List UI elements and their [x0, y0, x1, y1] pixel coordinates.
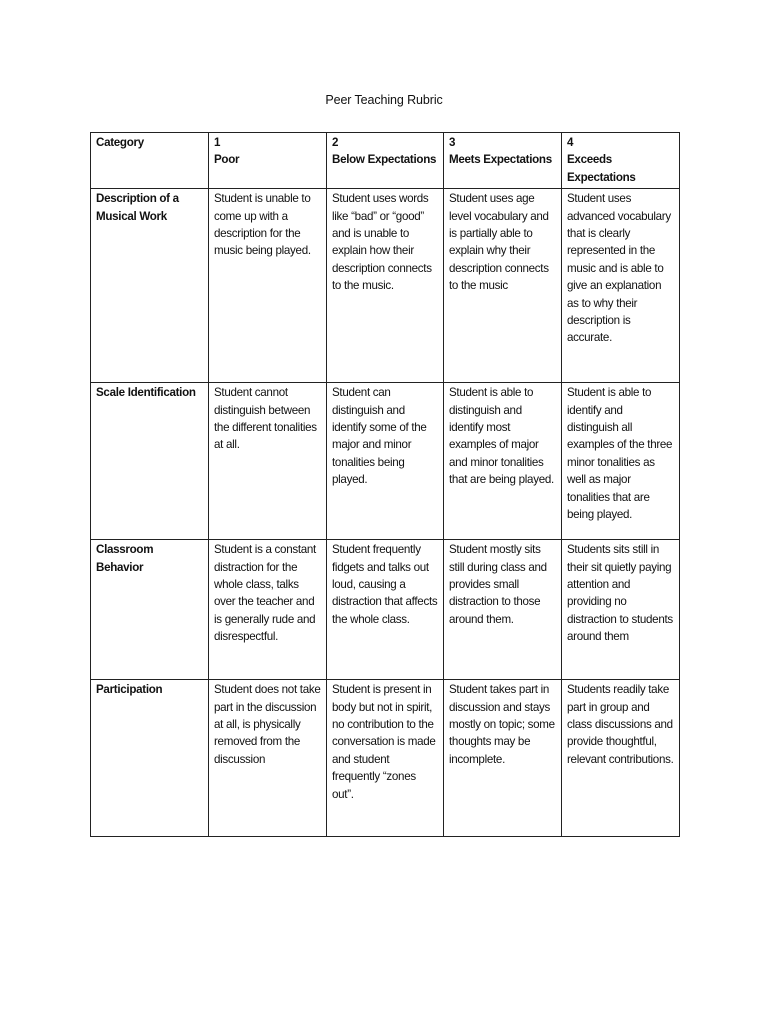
rubric-cell: Student is present in body but not in spirit, no contribution to the conversation is made and student frequently “zones out”.: [327, 680, 444, 837]
level-number: 4: [567, 136, 574, 149]
header-level-4: [562, 133, 680, 189]
rubric-cell: Student does not take part in the discussion at all, is physically removed from the discussion: [209, 680, 327, 837]
header-level-1: [209, 133, 327, 189]
level-number: 3: [449, 136, 456, 149]
row-category: Scale Identification: [91, 383, 209, 540]
rubric-table: [90, 132, 680, 837]
table-row: [91, 540, 680, 680]
rubric-cell: Student is able to distinguish and identify most examples of major and minor tonalities that are being played.: [444, 383, 562, 540]
rubric-cell: Student takes part in discussion and stays mostly on topic; some thoughts may be incomplete.: [444, 680, 562, 837]
row-category: Participation: [91, 680, 209, 837]
rubric-cell: Student uses advanced vocabulary that is clearly represented in the music and is able to give an explanation as to why their description is accurate.: [562, 189, 680, 383]
rubric-cell: Student uses words like “bad” or “good” and is unable to explain how their description connects to the music.: [327, 189, 444, 383]
level-number: 1: [214, 136, 221, 149]
header-row: [91, 133, 680, 189]
table-row: [91, 189, 680, 383]
level-label: Poor: [214, 153, 240, 167]
row-category: Description of a Musical Work: [91, 189, 209, 383]
header-category: [91, 133, 209, 189]
header-level-3: [444, 133, 562, 189]
rubric-cell: Student is a constant distraction for the whole class, talks over the teacher and is generally rude and disrespectful.: [209, 540, 327, 680]
rubric-cell: Student cannot distinguish between the different tonalities at all.: [209, 383, 327, 540]
table-row: [91, 680, 680, 837]
rubric-cell: Student uses age level vocabulary and is partially able to explain why their description connects to the music: [444, 189, 562, 383]
row-category: Classroom Behavior: [91, 540, 209, 680]
level-label: Meets Expectations: [449, 153, 552, 167]
level-label: Exceeds Expectations: [567, 153, 636, 184]
rubric-cell: Student is able to identify and distinguish all examples of the three minor tonalities as well as major tonalities that are being played.: [562, 383, 680, 540]
level-number: 2: [332, 136, 339, 149]
header-level-2: [327, 133, 444, 189]
rubric-cell: Student mostly sits still during class and provides small distraction to those around them.: [444, 540, 562, 680]
rubric-cell: Students readily take part in group and class discussions and provide thoughtful, relevant contributions.: [562, 680, 680, 837]
rubric-cell: Student can distinguish and identify some of the major and minor tonalities being played.: [327, 383, 444, 540]
level-label: Below Expectations: [332, 153, 437, 167]
header-category-label: Category: [96, 136, 144, 149]
rubric-cell: Student is unable to come up with a description for the music being played.: [209, 189, 327, 383]
rubric-cell: Student frequently fidgets and talks out loud, causing a distraction that affects the whole class.: [327, 540, 444, 680]
table-row: [91, 383, 680, 540]
rubric-cell: Students sits still in their sit quietly paying attention and providing no distraction to students around them: [562, 540, 680, 680]
document-title: Peer Teaching Rubric: [325, 93, 443, 107]
